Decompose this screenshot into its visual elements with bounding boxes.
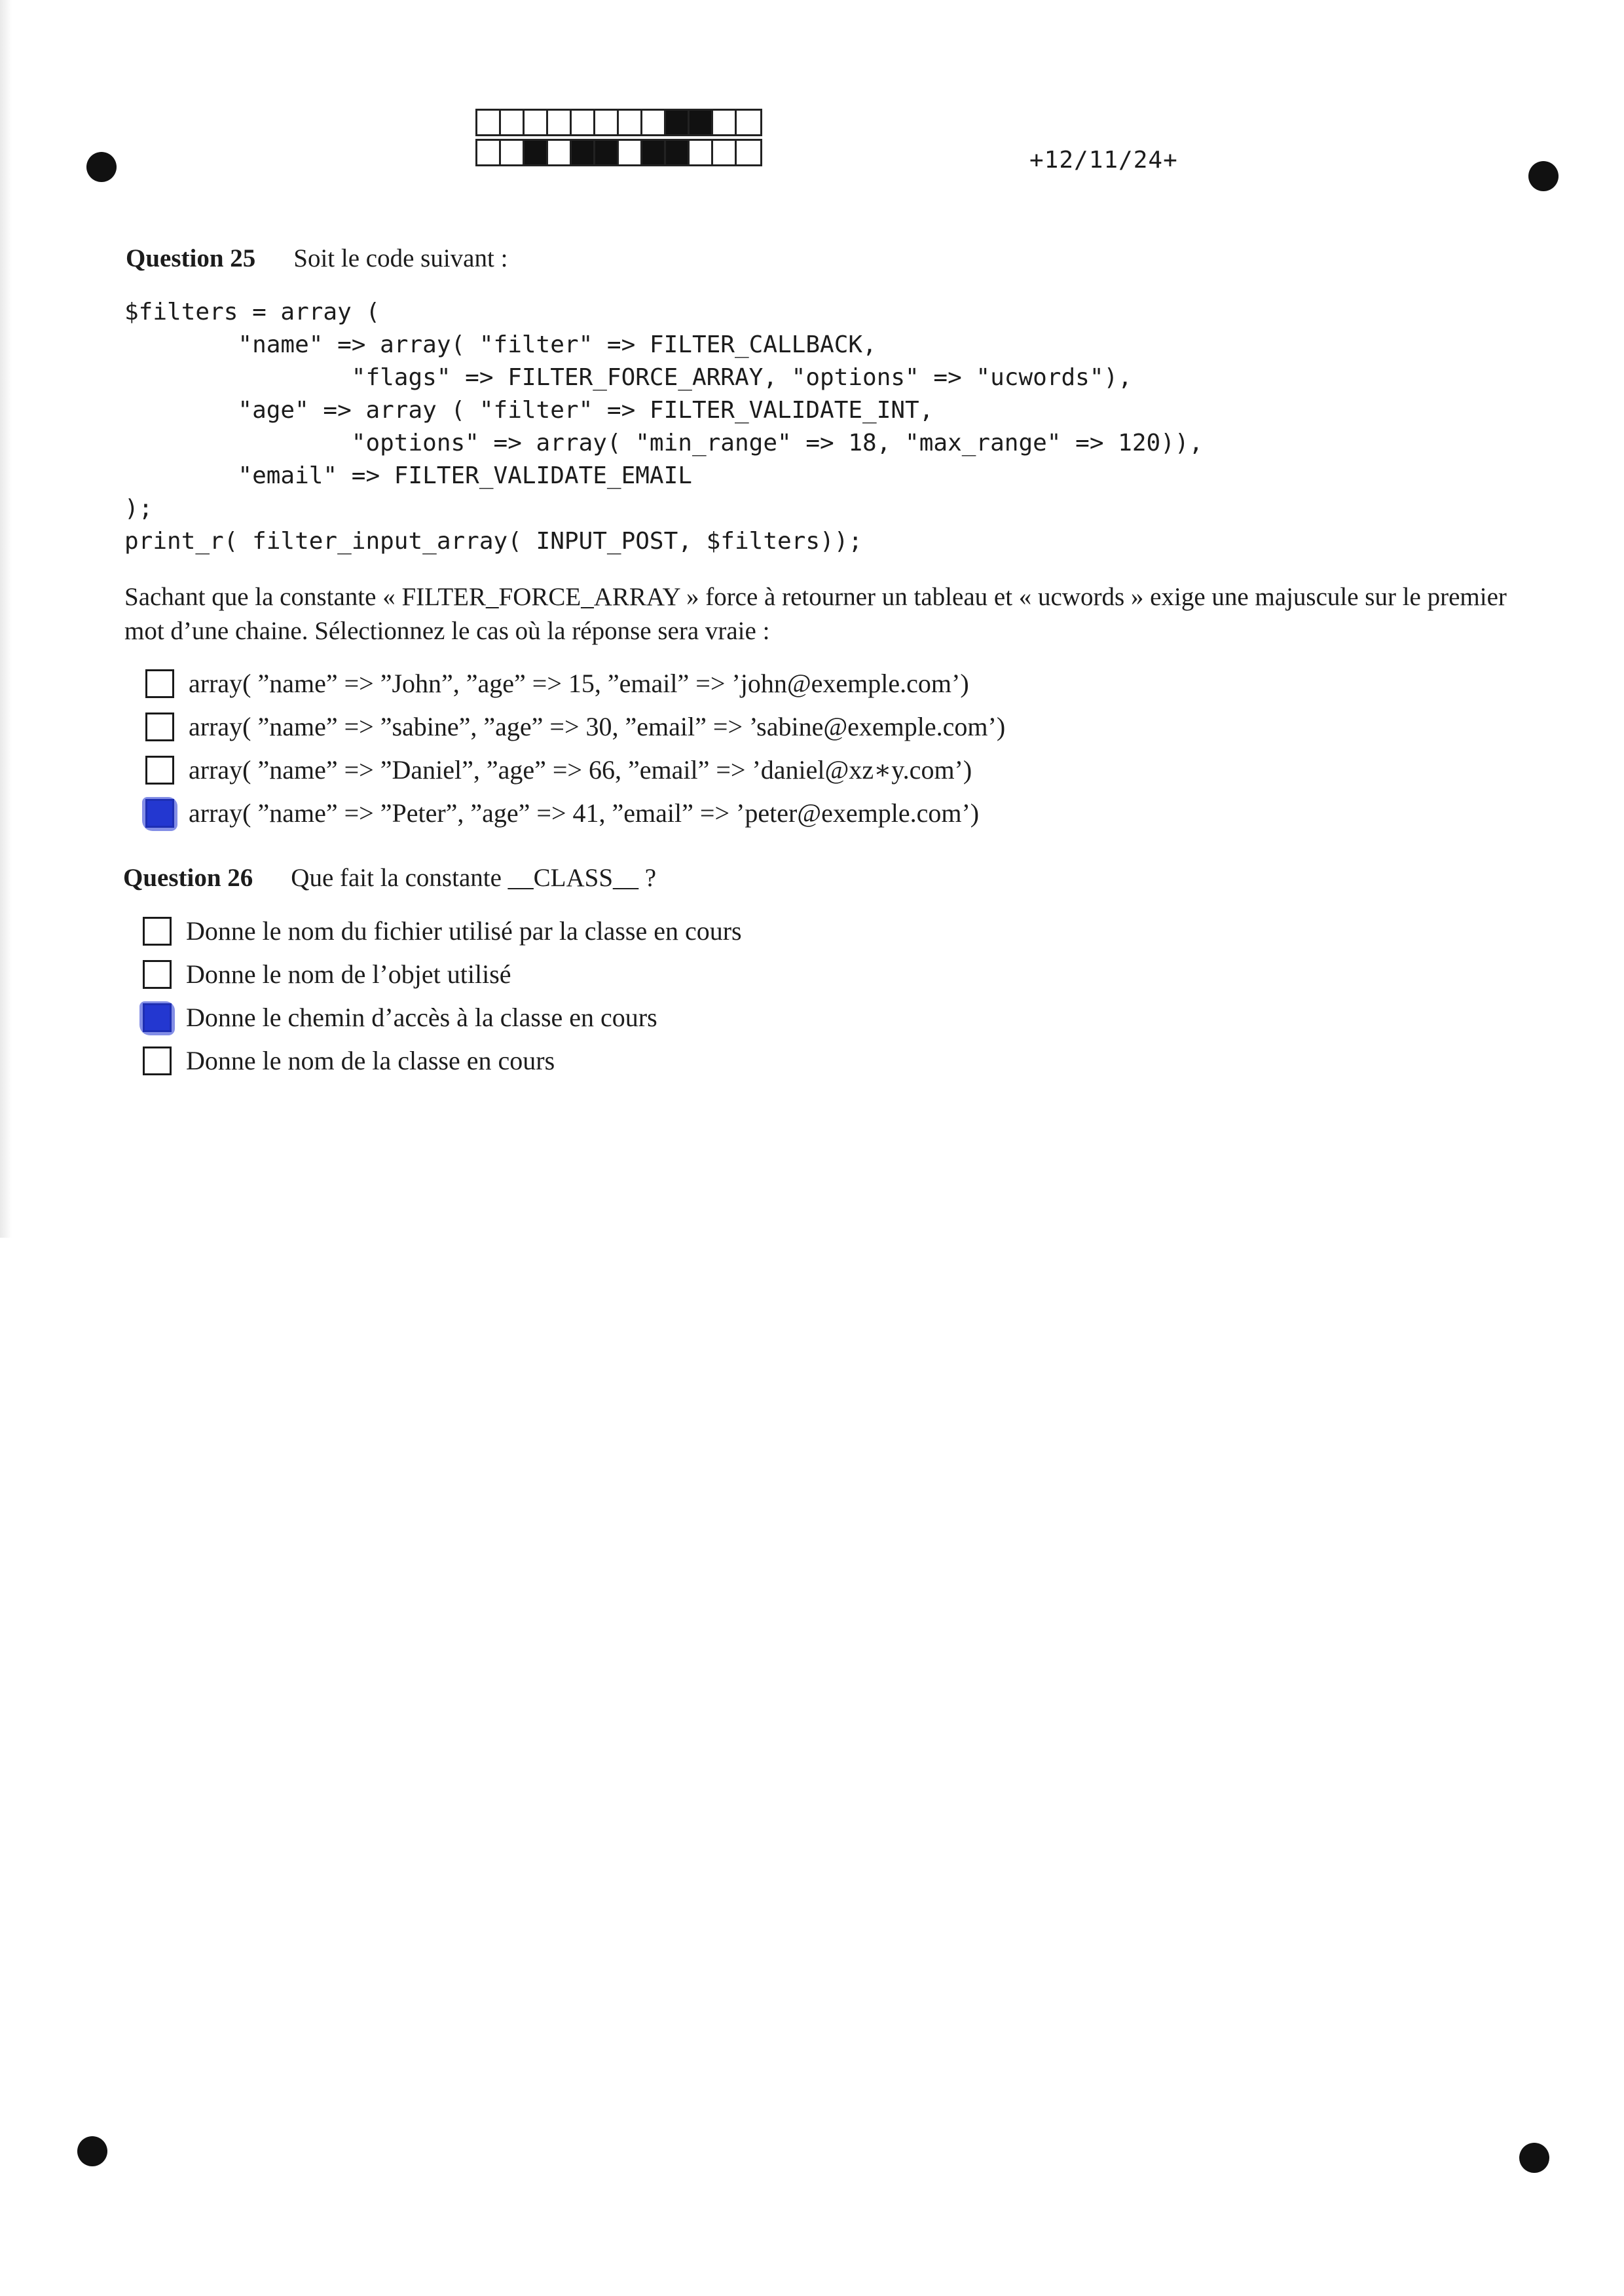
question-26-header bbox=[123, 863, 656, 893]
barcode-cell bbox=[619, 141, 642, 164]
barcode-cell bbox=[525, 141, 548, 164]
q26-answer-4-label: Donne le nom de la classe en cours bbox=[186, 1046, 555, 1075]
barcode-cell bbox=[690, 111, 713, 134]
barcode-cell bbox=[501, 141, 525, 164]
corner-marker-top-left bbox=[86, 152, 117, 182]
q26-answer-2-checkbox[interactable] bbox=[143, 960, 172, 989]
barcode-cell bbox=[737, 111, 760, 134]
q26-answer-4-checkbox[interactable] bbox=[143, 1046, 172, 1075]
corner-marker-bottom-left bbox=[77, 2136, 107, 2166]
barcode-cell bbox=[690, 141, 713, 164]
scan-shadow bbox=[0, 0, 12, 1238]
q25-answer-4[interactable] bbox=[145, 798, 979, 828]
barcode-cell bbox=[477, 111, 501, 134]
question-26-number: Question 26 bbox=[123, 864, 253, 892]
question-25-number: Question 25 bbox=[126, 244, 256, 272]
q26-answer-2[interactable] bbox=[143, 959, 511, 990]
header-date: +12/11/24+ bbox=[1029, 147, 1178, 174]
question-25-prompt: Soit le code suivant : bbox=[293, 244, 508, 272]
question-26-prompt: Que fait la constante __CLASS__ ? bbox=[291, 864, 657, 892]
q25-answer-3-checkbox[interactable] bbox=[145, 756, 174, 785]
barcode-cell bbox=[525, 111, 548, 134]
barcode-cell bbox=[666, 111, 690, 134]
barcode-cell bbox=[737, 141, 760, 164]
barcode-cell bbox=[572, 111, 595, 134]
barcode-cell bbox=[713, 141, 737, 164]
barcode-cell bbox=[595, 111, 619, 134]
q25-answer-4-label: array( ”name” => ”Peter”, ”age” => 41, ”email” => ’peter@exemple.com’) bbox=[189, 798, 980, 828]
q25-answer-1-checkbox[interactable] bbox=[145, 669, 174, 698]
q25-answer-4-checkbox[interactable] bbox=[145, 799, 174, 828]
barcode-top bbox=[475, 109, 762, 136]
q25-answer-2-label: array( ”name” => ”sabine”, ”age” => 30, ”email” => ’sabine@exemple.com’) bbox=[189, 712, 1006, 741]
q25-answer-2-checkbox[interactable] bbox=[145, 713, 174, 741]
barcode-cell bbox=[642, 111, 666, 134]
barcode-bottom bbox=[475, 139, 762, 166]
q26-answer-3[interactable] bbox=[143, 1002, 657, 1033]
barcode-cell bbox=[572, 141, 595, 164]
corner-marker-bottom-right bbox=[1519, 2143, 1549, 2173]
barcode-cell bbox=[666, 141, 690, 164]
barcode-cell bbox=[619, 111, 642, 134]
q26-answer-1-label: Donne le nom du fichier utilisé par la classe en cours bbox=[186, 916, 742, 946]
q25-answer-1-label: array( ”name” => ”John”, ”age” => 15, ”email” => ’john@exemple.com’) bbox=[189, 669, 969, 698]
q26-answer-2-label: Donne le nom de l’objet utilisé bbox=[186, 959, 511, 989]
q26-answer-3-checkbox[interactable] bbox=[143, 1003, 172, 1032]
barcode-cell bbox=[501, 111, 525, 134]
barcode-cell bbox=[548, 141, 572, 164]
barcode-cell bbox=[713, 111, 737, 134]
q26-answer-4[interactable] bbox=[143, 1045, 555, 1076]
q25-answer-2[interactable] bbox=[145, 711, 1005, 742]
q26-answer-1-checkbox[interactable] bbox=[143, 917, 172, 946]
barcode-cell bbox=[477, 141, 501, 164]
barcode-cell bbox=[595, 141, 619, 164]
question-25-header bbox=[126, 244, 507, 273]
barcode-cell bbox=[642, 141, 666, 164]
q25-answer-3-label: array( ”name” => ”Daniel”, ”age” => 66, ”email” => ’daniel@xz∗y.com’) bbox=[189, 755, 972, 785]
code-block: $filters = array ( "name" => array( "filter" => FILTER_CALLBACK, "flags" => FILTER_FORCE_ARRAY, "options" => "ucwords"), "age" => array ( "filter" => FILTER_VALIDATE_INT, "options" => array( "min_range" => 18, "max_range" => 120)), "email" => FILTER_VALIDATE_EMAIL ); print_r( filter_input_array( INPUT_POST, $filters)); bbox=[124, 299, 1204, 555]
q26-answer-3-label: Donne le chemin d’accès à la classe en cours bbox=[186, 1003, 657, 1032]
q25-answer-1[interactable] bbox=[145, 668, 969, 699]
q25-answer-3[interactable] bbox=[145, 754, 972, 785]
barcode-cell bbox=[548, 111, 572, 134]
question-25-instructions: Sachant que la constante « FILTER_FORCE_ARRAY » force à retourner un tableau et « ucwords » exige une majuscule sur le premier mot d’une chaine. Sélectionnez le cas où la réponse sera vraie : bbox=[124, 583, 1507, 645]
q26-answer-1[interactable] bbox=[143, 916, 742, 946]
corner-marker-top-right bbox=[1528, 161, 1559, 191]
